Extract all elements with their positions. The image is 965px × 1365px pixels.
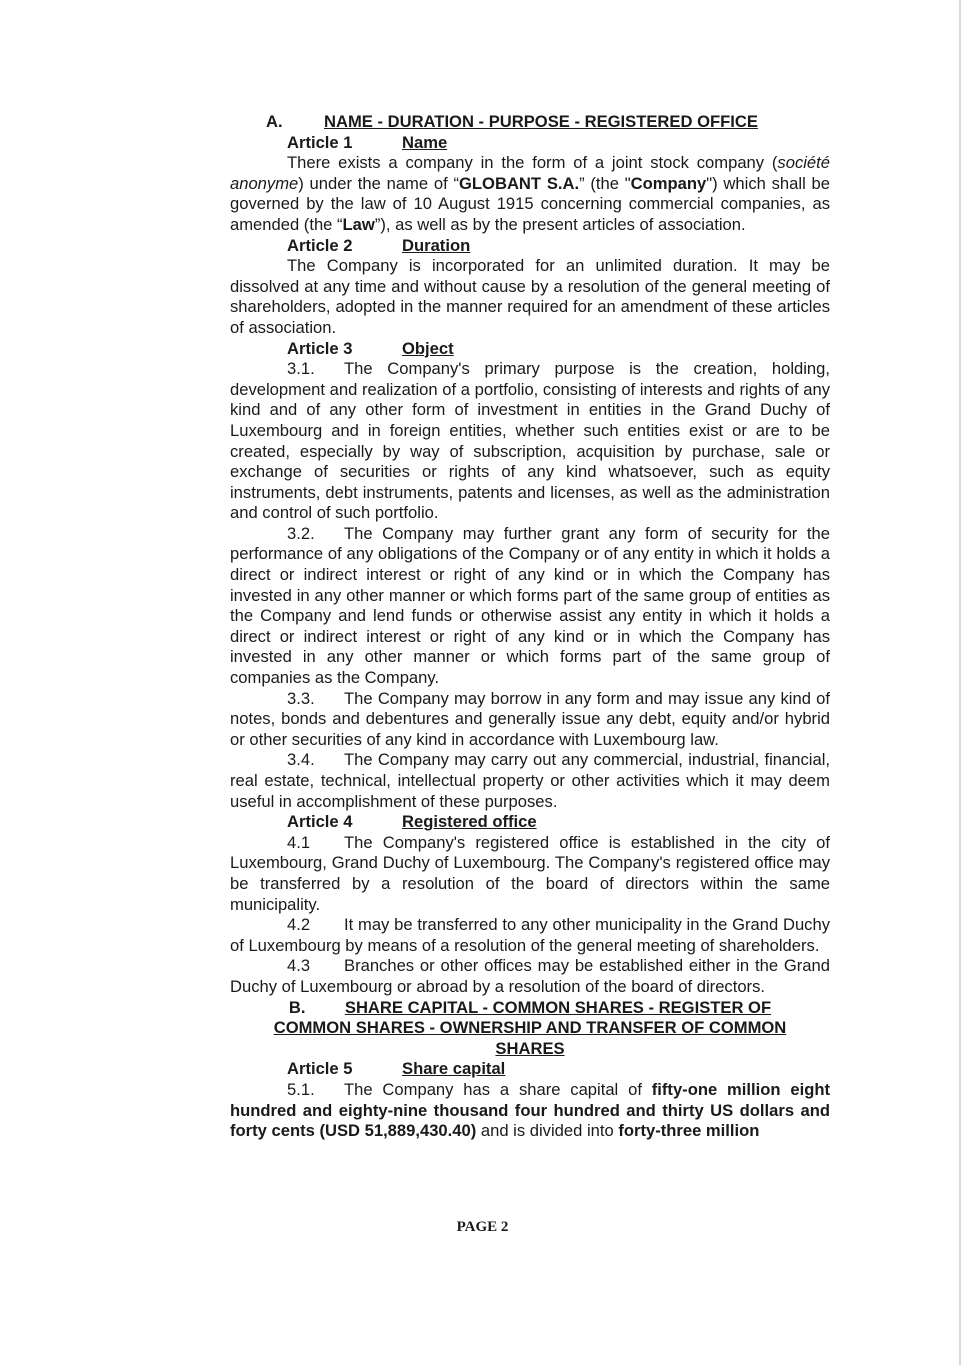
section-a-heading (230, 112, 830, 133)
article-4-heading (230, 812, 830, 833)
page-number: PAGE 2 (456, 1219, 509, 1235)
article-2-title: Duration (402, 235, 471, 255)
article-4-title: Registered office (402, 812, 537, 832)
article-2-heading (230, 236, 830, 257)
scan-edge-line (959, 0, 961, 1365)
section-b-heading (230, 998, 830, 1060)
clause-4-1: 4.1 The Company's registered office is established in the city of Luxembourg, Grand Duchy of Luxembourg. The Company's registered office may be transferred by a resolution of the board of directors within the same municipality. (230, 832, 830, 914)
article-4-label: Article 4 (287, 812, 353, 832)
section-b-title-line-3: SHARES (495, 1038, 565, 1058)
article-1-label: Article 1 (287, 132, 353, 152)
clause-5-1: 5.1. The Company has a share capital of fifty-one million eight hundred and eighty-nine thousand four hundred and thirty US dollars and forty cents (USD 51,889,430.40) and is divided into forty-three million (230, 1079, 830, 1141)
section-b-title-line-2: COMMON SHARES - OWNERSHIP AND TRANSFER OF COMMON (273, 1018, 787, 1038)
article-2-text: The Company is incorporated for an unlimited duration. It may be dissolved at any time and without cause by a resolution of the general meeting of shareholders, adopted in the manner required for an amendment of these articles of association. (230, 256, 830, 337)
clause-3-2: 3.2. The Company may further grant any form of security for the performance of any obligations of the Company or of any entity in which it holds a direct or indirect interest or right of any kind or in which the Company has invested in any other manner or which forms part of the same group of entities as the Company and lend funds or otherwise assist any entity in which it holds a direct or indirect interest or right of any kind or in which the Company has invested in any other manner or which forms part of the same group of companies as the Company. (230, 523, 830, 688)
section-a-letter: A. (266, 112, 283, 131)
article-2-label: Article 2 (287, 235, 353, 255)
section-b-title-line-1: SHARE CAPITAL - COMMON SHARES - REGISTER OF (344, 997, 772, 1017)
article-3-label: Article 3 (287, 338, 353, 358)
document-page (230, 112, 830, 1142)
article-1-text: There exists a company in the form of a joint stock company (société anonyme) under the name of “GLOBANT S.A.” (the "Company") which shall be governed by the law of 10 August 1915 concerning commercial companies, as amended (the “Law”), as well as by the present articles of association. (230, 153, 830, 234)
article-5-label: Article 5 (287, 1059, 353, 1079)
article-3-title: Object (402, 338, 454, 358)
section-b-letter: B. (288, 997, 306, 1017)
section-a-title: NAME - DURATION - PURPOSE - REGISTERED OFFICE (324, 112, 758, 131)
article-1-heading (230, 133, 830, 154)
clause-3-1: 3.1. The Company's primary purpose is the creation, holding, development and realization of a portfolio, consisting of interests and rights of any kind and of any other form of investment in entities in the Grand Duchy of Luxembourg and in foreign entities, whether such entities exist or are to be created, especially by way of subscription, acquisition by purchase, sale or exchange of securities or rights of any kind whatsoever, such as equity instruments, debt instruments, patents and licenses, as well as the administration and control of such portfolio. (230, 359, 830, 523)
clause-3-3: 3.3. The Company may borrow in any form and may issue any kind of notes, bonds and debentures and generally issue any debt, equity and/or hybrid or other securities of any kind in accordance with Luxembourg law. (230, 688, 830, 749)
article-5-title: Share capital (402, 1059, 506, 1079)
clause-4-3: 4.3 Branches or other offices may be established either in the Grand Duchy of Luxembourg or abroad by a resolution of the board of directors. (230, 956, 830, 996)
article-3-heading (230, 339, 830, 360)
article-1-title: Name (402, 132, 448, 152)
clause-3-4: 3.4. The Company may carry out any commercial, industrial, financial, real estate, technical, intellectual property or other activities which it may deem useful in accomplishment of these purposes. (230, 750, 830, 811)
clause-4-2: 4.2 It may be transferred to any other municipality in the Grand Duchy of Luxembourg by means of a resolution of the general meeting of shareholders. (230, 915, 830, 955)
article-5-heading (230, 1059, 830, 1080)
